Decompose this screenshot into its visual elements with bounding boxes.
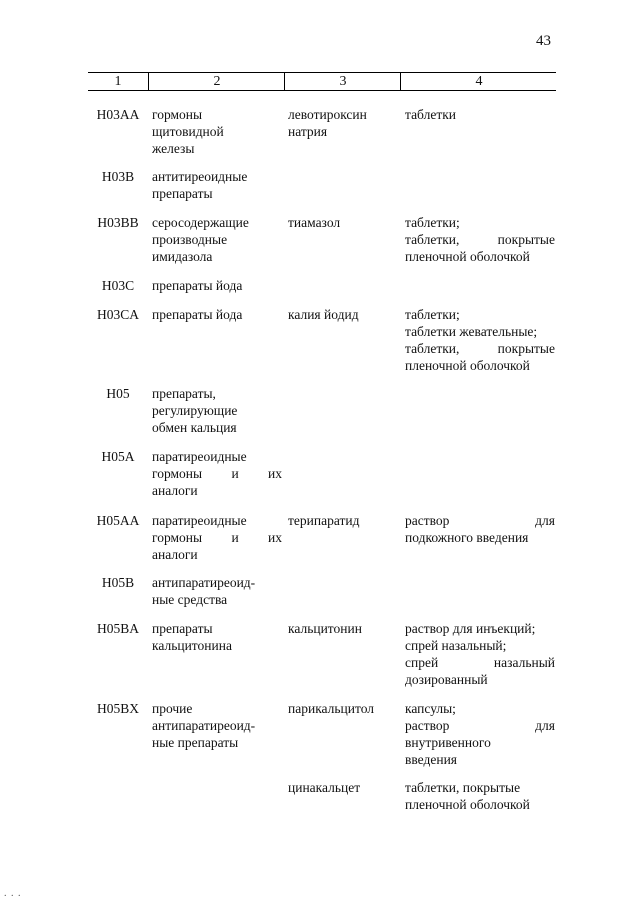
group-cell-line: препараты йода: [152, 307, 243, 322]
substance-cell-line: цинакальцет: [288, 780, 361, 795]
group-cell-line: гормоны: [152, 107, 203, 122]
group-cell: [152, 306, 282, 323]
forms-cell: [405, 779, 555, 813]
group-cell: [152, 448, 282, 499]
word: для: [535, 718, 555, 733]
group-cell-line: регулирующие: [152, 403, 238, 418]
word: таблетки,: [405, 341, 460, 356]
group-cell: [152, 512, 282, 563]
substance-cell-line: кальцитонин: [288, 621, 362, 636]
group-cell-line: паратиреоидные: [152, 513, 247, 528]
group-cell-line: паратиреоидные: [152, 449, 247, 464]
substance-cell-line: левотироксин: [288, 107, 367, 122]
code-cell: [88, 620, 148, 637]
forms-cell-line: таблетки жевательные;: [405, 324, 538, 339]
header-col-1: 1: [114, 74, 122, 89]
forms-cell-line: таблетки: [405, 107, 457, 122]
group-cell-line: препараты,: [152, 386, 216, 401]
group-cell-line: прочие: [152, 701, 193, 716]
substance-cell: [288, 620, 400, 637]
group-cell-line: препараты: [152, 186, 213, 201]
word: покрытые: [497, 341, 555, 356]
group-cell-line: препараты: [152, 621, 213, 636]
substance-cell-line: терипаратид: [288, 513, 360, 528]
header-col-2: 2: [148, 73, 285, 90]
table-header: [88, 72, 556, 91]
code-cell: [88, 214, 148, 231]
group-cell: [152, 168, 282, 202]
substance-cell: [288, 512, 400, 529]
forms-cell-line: [405, 231, 555, 248]
forms-cell: [405, 106, 555, 123]
word: их: [268, 530, 282, 545]
group-cell: [152, 106, 282, 157]
code-cell: [88, 106, 148, 123]
substance-cell: [288, 214, 400, 231]
group-cell-line: ные средства: [152, 592, 228, 607]
header-col-4: 4: [400, 73, 557, 90]
group-cell-line: антитиреоидные: [152, 169, 248, 184]
substance-cell: [288, 779, 400, 796]
group-cell-line: [152, 465, 282, 482]
code-cell-line: H03B: [101, 169, 135, 184]
group-cell-line: щитовидной: [152, 124, 224, 139]
group-cell-line: ные препараты: [152, 735, 239, 750]
group-cell: [152, 214, 282, 265]
code-cell: [88, 168, 148, 185]
group-cell: [152, 574, 282, 608]
group-cell-line: серосодержащие: [152, 215, 249, 230]
code-cell: [88, 700, 148, 717]
word: назальный: [493, 655, 555, 670]
forms-cell-line: пленочной оболочкой: [405, 797, 530, 812]
substance-cell: [288, 306, 400, 323]
forms-cell-line: капсулы;: [405, 701, 456, 716]
group-cell-line: обмен кальция: [152, 420, 237, 435]
code-cell-line: H03CA: [96, 307, 139, 322]
group-cell-line: имидазола: [152, 249, 213, 264]
word: спрей: [405, 655, 439, 670]
forms-cell-line: таблетки;: [405, 307, 460, 322]
forms-cell-line: [405, 340, 555, 357]
code-cell-line: H03AA: [96, 107, 140, 122]
group-cell-line: производные: [152, 232, 228, 247]
code-cell-line: H05BA: [96, 621, 139, 636]
word: их: [268, 466, 282, 481]
group-cell-line: кальцитонина: [152, 638, 232, 653]
forms-cell-line: таблетки, покрытые: [405, 780, 521, 795]
forms-cell: [405, 512, 555, 546]
code-cell: [88, 448, 148, 465]
group-cell-line: препараты йода: [152, 278, 243, 293]
forms-cell-line: дозированный: [405, 672, 488, 687]
group-cell: [152, 277, 282, 294]
forms-cell-line: таблетки;: [405, 215, 460, 230]
group-cell-line: аналоги: [152, 547, 198, 562]
code-cell: [88, 277, 148, 294]
word: и: [231, 530, 239, 545]
group-cell-line: антипаратиреоид-: [152, 575, 256, 590]
substance-cell-line: натрия: [288, 124, 328, 139]
word: таблетки,: [405, 232, 460, 247]
word: гормоны: [152, 466, 203, 481]
forms-cell-line: пленочной оболочкой: [405, 249, 530, 264]
group-cell: [152, 700, 282, 751]
code-cell: [88, 385, 148, 402]
code-cell-line: H03BB: [97, 215, 139, 230]
group-cell: [152, 385, 282, 436]
code-cell: [88, 512, 148, 529]
forms-cell-line: спрей назальный;: [405, 638, 507, 653]
group-cell-line: аналоги: [152, 483, 198, 498]
substance-cell-line: калия йодид: [288, 307, 359, 322]
forms-cell: [405, 620, 555, 688]
code-cell-line: H05: [106, 386, 130, 401]
forms-cell: [405, 306, 555, 374]
forms-cell-line: введения: [405, 752, 458, 767]
code-cell: [88, 574, 148, 591]
group-cell-line: антипаратиреоид-: [152, 718, 256, 733]
group-cell: [152, 620, 282, 654]
forms-cell-line: внутривенного: [405, 735, 491, 750]
code-cell-line: H05AA: [96, 513, 140, 528]
word: раствор: [405, 513, 450, 528]
word: гормоны: [152, 530, 203, 545]
forms-cell-line: [405, 654, 555, 671]
substance-cell: [288, 106, 400, 140]
code-cell-line: H03C: [101, 278, 135, 293]
word: раствор: [405, 718, 450, 733]
forms-cell-line: раствор для инъекций;: [405, 621, 536, 636]
footer-mark: . . .: [4, 888, 22, 899]
code-cell-line: H05B: [101, 575, 135, 590]
page-number: 43: [536, 33, 551, 49]
substance-cell: [288, 700, 400, 717]
word: и: [231, 466, 239, 481]
group-cell-line: [152, 529, 282, 546]
substance-cell-line: тиамазол: [288, 215, 341, 230]
forms-cell-line: пленочной оболочкой: [405, 358, 530, 373]
word: для: [535, 513, 555, 528]
code-cell-line: H05A: [101, 449, 135, 464]
forms-cell: [405, 700, 555, 768]
forms-cell-line: подкожного введения: [405, 530, 529, 545]
group-cell-line: железы: [152, 141, 195, 156]
forms-cell-line: [405, 512, 555, 529]
header-col-3: 3: [284, 73, 401, 90]
word: покрытые: [497, 232, 555, 247]
code-cell: [88, 306, 148, 323]
forms-cell-line: [405, 717, 555, 734]
forms-cell: [405, 214, 555, 265]
code-cell-line: H05BX: [96, 701, 139, 716]
substance-cell-line: парикальцитол: [288, 701, 375, 716]
